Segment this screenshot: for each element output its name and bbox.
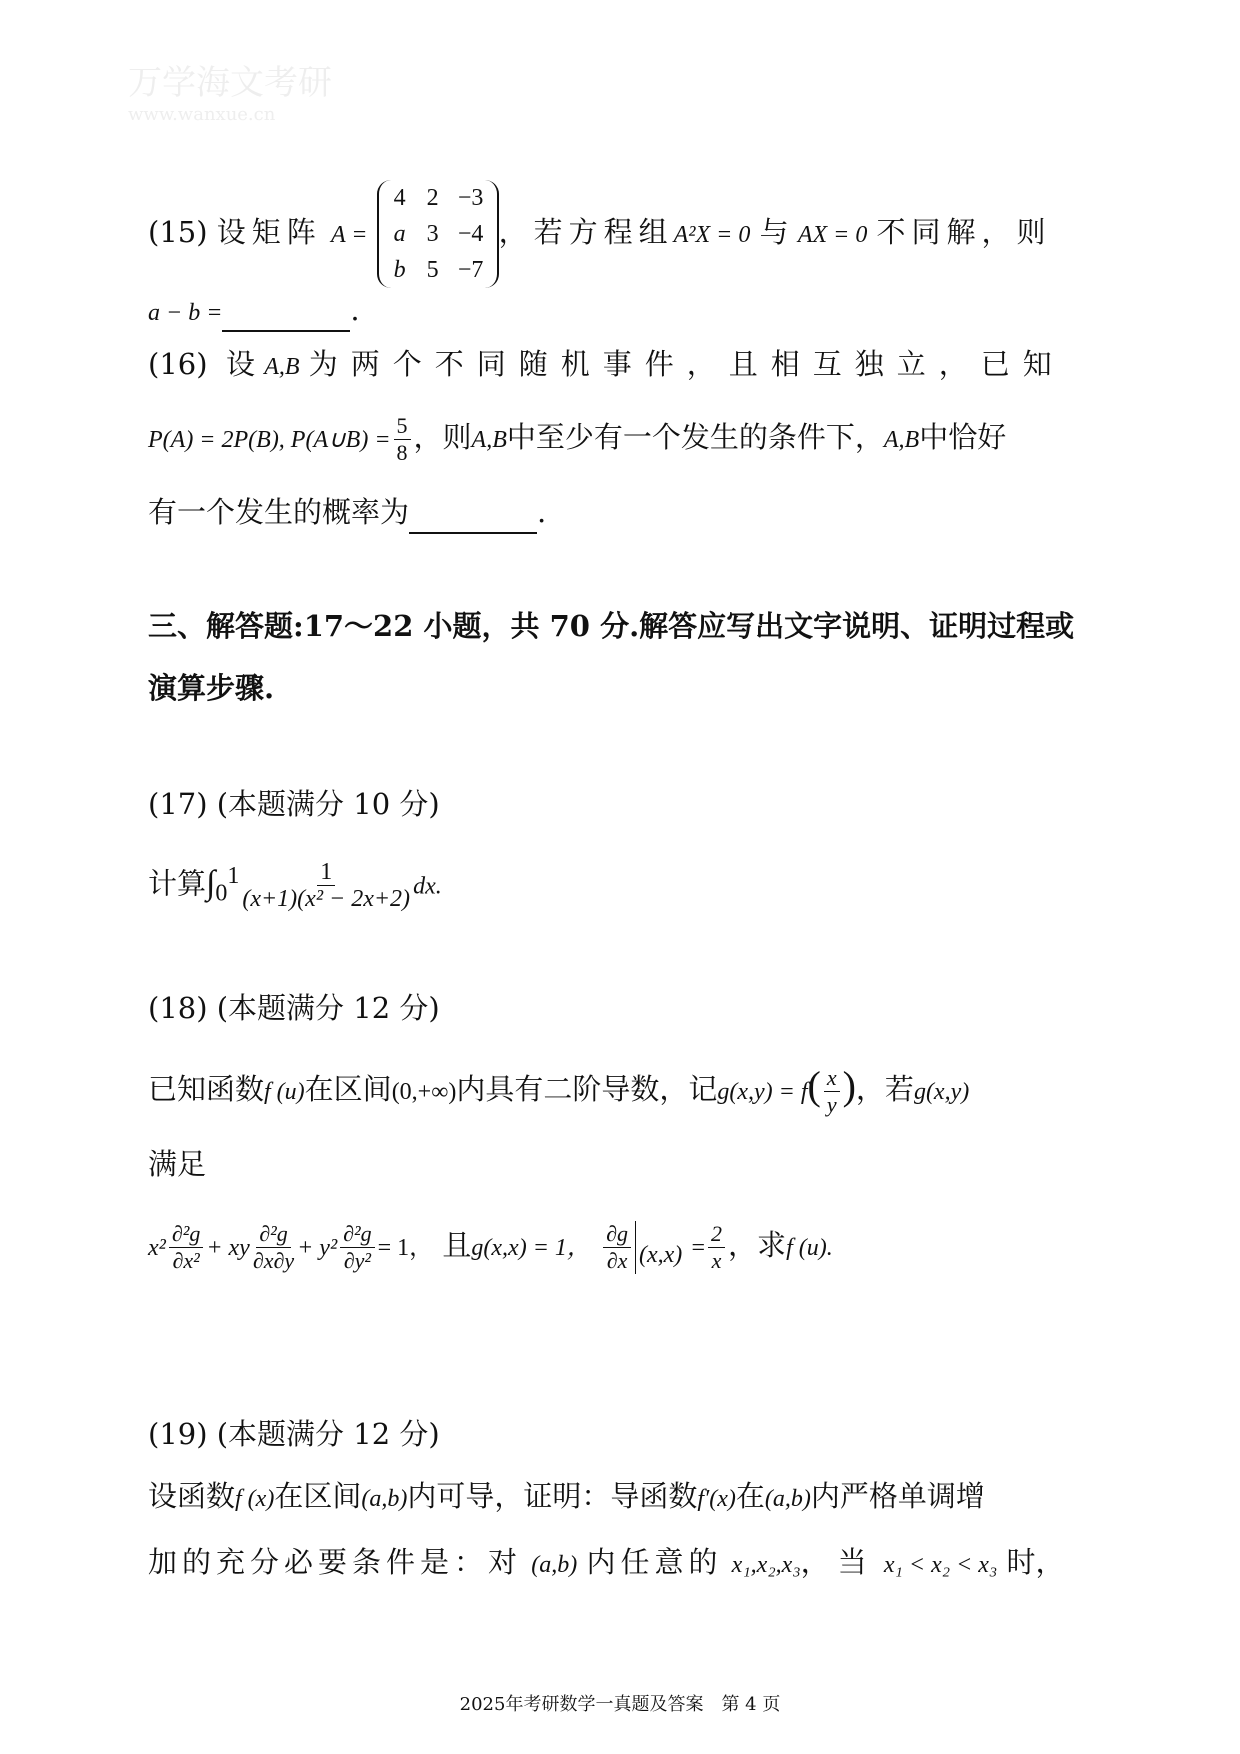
q17-header: (17) (本题满分 10 分) — [148, 787, 440, 821]
q16-line3: 有一个发生的概率为 . — [148, 492, 546, 534]
watermark-logo: 万学海文考研 www.wanxue.cn — [128, 63, 332, 125]
q15-line: (15) 设矩阵 A = 4 2 −3 a 3 −4 b 5 −7 ，若方程组A²X = 0 与 AX = 0 不同解，则 — [148, 180, 1052, 288]
q18-equation: x² $\frac{\text{∂²g}}{\text{∂x²}}$ + xy $\frac{\text{∂²g}}{\partial x\partial y}$ + y² $\frac{\text{∂²g}}{\text{∂y²}}$ = 1， 且g(x,x) = 1， $\frac{\partial g}{\partial x}$ $_{(x,x)}$ = $\frac{2}{x}$ ，求f (u). — [148, 1220, 833, 1273]
section-heading-cont: 演算步骤. — [148, 671, 275, 705]
q19-line1: 设函数f (x)在区间(a,b)内可导，证明：导函数f′(x)在(a,b)内严格单调增 — [148, 1479, 985, 1513]
section-heading: 三、解答题:17～22 小题，共 70 分.解答应写出文字说明、证明过程或 — [148, 609, 1075, 643]
answer-blank[interactable] — [409, 492, 537, 534]
q17-body: 计算$\int_0^1$ $\frac{1}{\text{(x+1)(x² − 2x+2)}}$ dx. — [148, 859, 442, 913]
q16-line1: (16) 设 A,B 为两个不同随机事件，且相互独立，已知 — [148, 347, 1065, 381]
q19-header: (19) (本题满分 12 分) — [148, 1417, 440, 1451]
q18-line1: 已知函数f (u)在区间(0,+∞)内具有二阶导数，记g(x,y) = f( $\frac{x}{y}$ )，若g(x,y) — [148, 1063, 970, 1117]
q18-line2: 满足 — [148, 1147, 207, 1181]
q18-header: (18) (本题满分 12 分) — [148, 991, 440, 1025]
page-footer: 2025年考研数学一真题及答案 第 4 页 — [459, 1694, 781, 1715]
q15-answer-line: a − b = . — [148, 290, 360, 333]
q19-line2: 加的充分必要条件是：对 (a,b) 内任意的 x₁,x₂,x₃，当 x₁ < x₂ < x₃ 时， — [148, 1545, 1065, 1579]
matrix-a: 4 2 −3 a 3 −4 b 5 −7 — [377, 180, 499, 288]
answer-blank[interactable] — [222, 290, 350, 332]
q16-line2: P(A) = 2P(B), P(A∪B) = $\frac{5}{8}$ ，则A,B中至少有一个发生的条件下，A,B中恰好 — [148, 412, 1007, 465]
